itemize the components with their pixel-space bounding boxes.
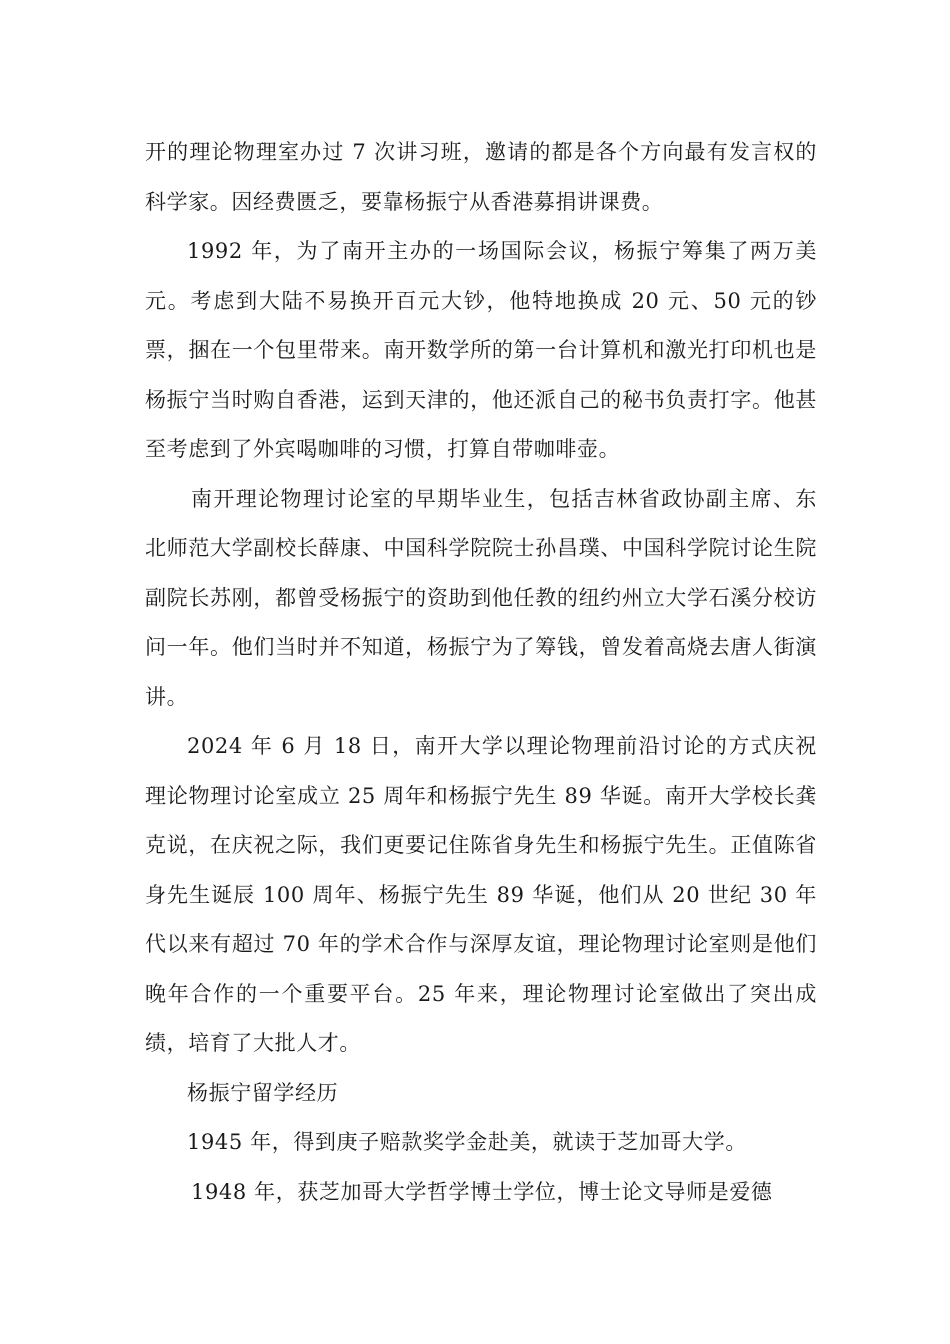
paragraph-4: 2024 年 6 月 18 日，南开大学以理论物理前沿讨论的方式庆祝理论物理讨论室成立 25 周年和杨振宁先生 89 华诞。南开大学校长龚克说，在庆祝之际，我们更要记住陈省身先生和杨振宁先生。正值陈省身先生诞辰 100 周年、杨振宁先生 89 华诞，他们从 20 世纪 30 年代以来有超过 70 年的学术合作与深厚友谊，理论物理讨论室则是他们晚年合作的一个重要平台。25 年来，理论物理讨论室做出了突出成绩，培育了大批人才。 — [145, 734, 817, 1055]
paragraph-1: 开的理论物理室办过 7 次讲习班，邀请的都是各个方向最有发言权的科学家。因经费匮乏，要靠杨振宁从香港募捐讲课费。 — [145, 140, 817, 214]
paragraph-3: 南开理论物理讨论室的早期毕业生，包括吉林省政协副主席、东北师范大学副校长薛康、中国科学院院士孙昌璞、中国科学院讨论生院副院长苏刚，都曾受杨振宁的资助到他任教的纽约州立大学石溪分校访问一年。他们当时并不知道，杨振宁为了筹钱，曾发着高烧去唐人街演讲。 — [145, 486, 817, 709]
section-heading: 杨振宁留学经历 — [187, 1080, 339, 1105]
paragraph-6: 1948 年，获芝加哥大学哲学博士学位，博士论文导师是爱德 — [191, 1179, 773, 1204]
paragraph-5: 1945 年，得到庚子赔款奖学金赴美，就读于芝加哥大学。 — [187, 1130, 747, 1154]
paragraph-2: 1992 年，为了南开主办的一场国际会议，杨振宁筹集了两万美元。考虑到大陆不易换开百元大钞，他特地换成 20 元、50 元的钞票，捆在一个包里带来。南开数学所的第一台计算机和激光打印机也是杨振宁当时购自香港，运到天津的，他还派自己的秘书负责打字。他甚至考虑到了外宾喝咖啡的习惯，打算自带咖啡壶。 — [145, 239, 817, 461]
document-body — [145, 128, 817, 1217]
